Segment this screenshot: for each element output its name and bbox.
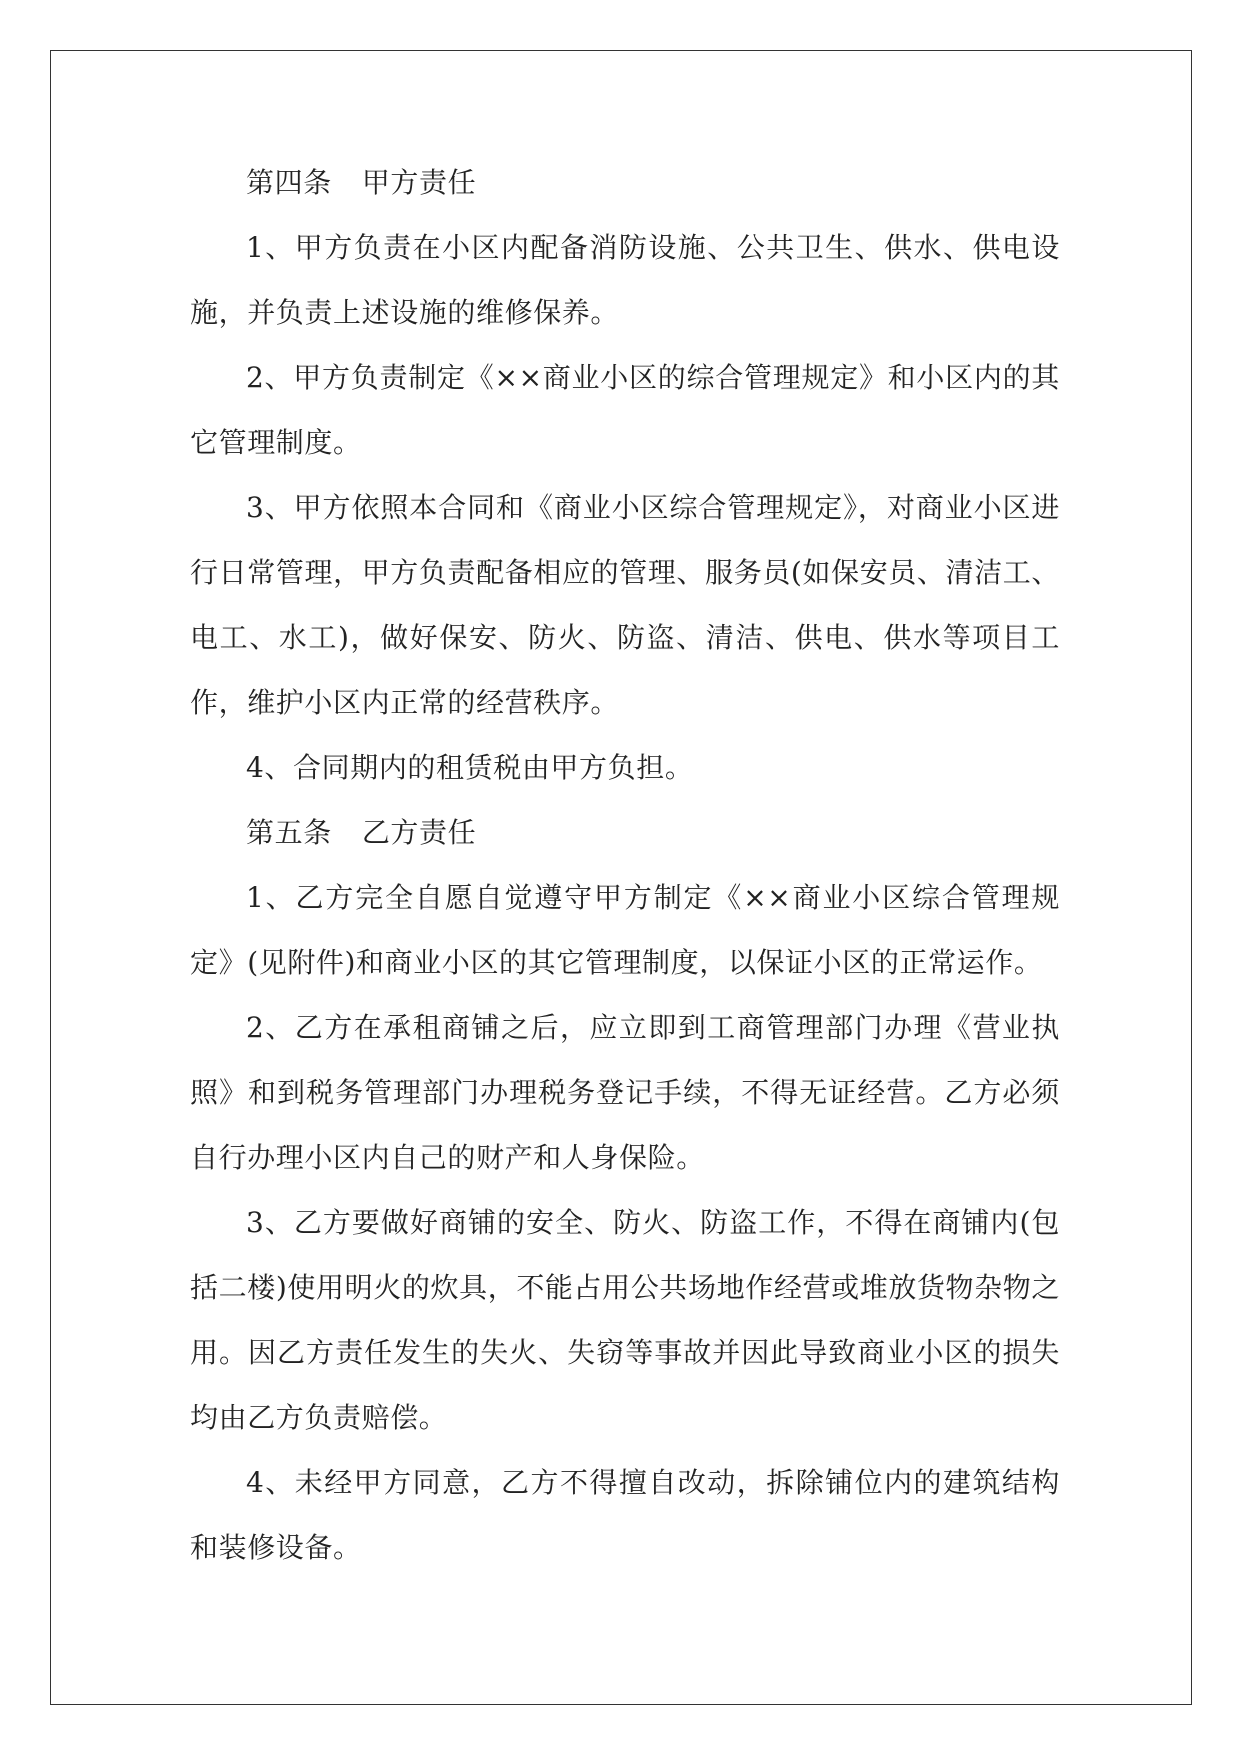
document-body (190, 150, 1060, 1580)
article-number: 第四条 (246, 166, 332, 199)
paragraph: 2、乙方在承租商铺之后，应立即到工商管理部门办理《营业执照》和到税务管理部门办理税务登记手续，不得无证经营。乙方必须自行办理小区内自己的财产和人身保险。 (190, 1011, 1060, 1174)
paragraph: 1、乙方完全自愿自觉遵守甲方制定《××商业小区综合管理规定》(见附件)和商业小区的其它管理制度，以保证小区的正常运作。 (190, 881, 1060, 979)
article-number: 第五条 (246, 816, 332, 849)
article-heading-4 (190, 150, 1060, 215)
paragraph: 4、未经甲方同意，乙方不得擅自改动，拆除铺位内的建筑结构和装修设备。 (190, 1466, 1060, 1564)
paragraph: 3、甲方依照本合同和《商业小区综合管理规定》，对商业小区进行日常管理，甲方负责配备相应的管理、服务员(如保安员、清洁工、电工、水工)，做好保安、防火、防盗、清洁、供电、供水等项目工作，维护小区内正常的经营秩序。 (190, 491, 1060, 719)
paragraph: 3、乙方要做好商铺的安全、防火、防盗工作，不得在商铺内(包括二楼)使用明火的炊具，不能占用公共场地作经营或堆放货物杂物之用。因乙方责任发生的失火、失窃等事故并因此导致商业小区的损失均由乙方负责赔偿。 (190, 1206, 1060, 1434)
paragraph: 1、甲方负责在小区内配备消防设施、公共卫生、供水、供电设施，并负责上述设施的维修保养。 (190, 231, 1060, 329)
article-title: 乙方责任 (361, 816, 477, 849)
article-title: 甲方责任 (361, 166, 477, 199)
paragraph: 4、合同期内的租赁税由甲方负担。 (246, 751, 694, 784)
paragraph: 2、甲方负责制定《××商业小区的综合管理规定》和小区内的其它管理制度。 (190, 361, 1060, 459)
article-heading-5 (190, 800, 1060, 865)
